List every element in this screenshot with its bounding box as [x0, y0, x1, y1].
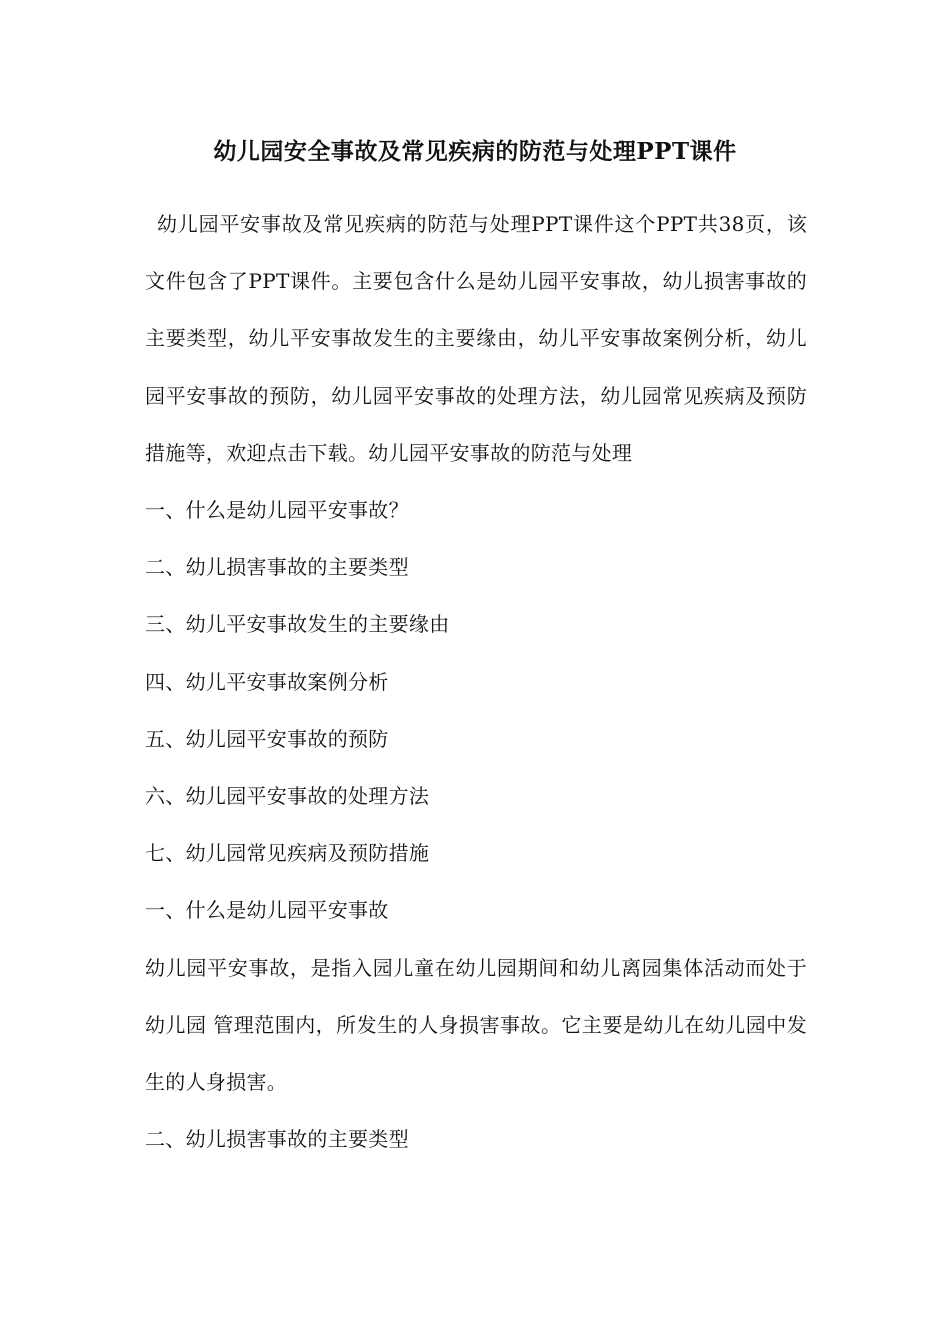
toc-item-7: 七、幼儿园常见疾病及预防措施 [145, 841, 430, 866]
section-heading-2: 二、幼儿损害事故的主要类型 [145, 1127, 409, 1152]
intro-paragraph: 幼儿园平安事故及常见疾病的防范与处理PPT课件这个PPT共38页，该文件包含了PPT课件。主要包含什么是幼儿园平安事故，幼儿损害事故的主要类型，幼儿平安事故发生的主要缘由，幼儿平安事故案例分析，幼儿园平安事故的预防，幼儿园平安事故的处理方法，幼儿园常见疾病及预防措施等，欢迎点击下载。幼儿园平安事故的防范与处理 [145, 212, 807, 465]
toc-item-6: 六、幼儿园平安事故的处理方法 [145, 784, 430, 809]
document-body [145, 196, 807, 1168]
toc-item-4: 四、幼儿平安事故案例分析 [145, 669, 389, 694]
toc-item-1: 一、什么是幼儿园平安事故？ [145, 498, 409, 523]
toc-item-5: 五、幼儿园平安事故的预防 [145, 726, 389, 751]
toc-item-3: 三、幼儿平安事故发生的主要缘由 [145, 612, 450, 637]
section-1-paragraph: 幼儿园平安事故，是指入园儿童在幼儿园期间和幼儿离园集体活动而处于幼儿园 管理范围内，所发生的人身损害事故。它主要是幼儿在幼儿园中发生的人身损害。 [145, 955, 807, 1095]
toc-item-2: 二、幼儿损害事故的主要类型 [145, 555, 409, 580]
document-title: 幼儿园安全事故及常见疾病的防范与处理PPT课件 [213, 138, 737, 165]
section-heading-1: 一、什么是幼儿园平安事故 [145, 898, 389, 923]
